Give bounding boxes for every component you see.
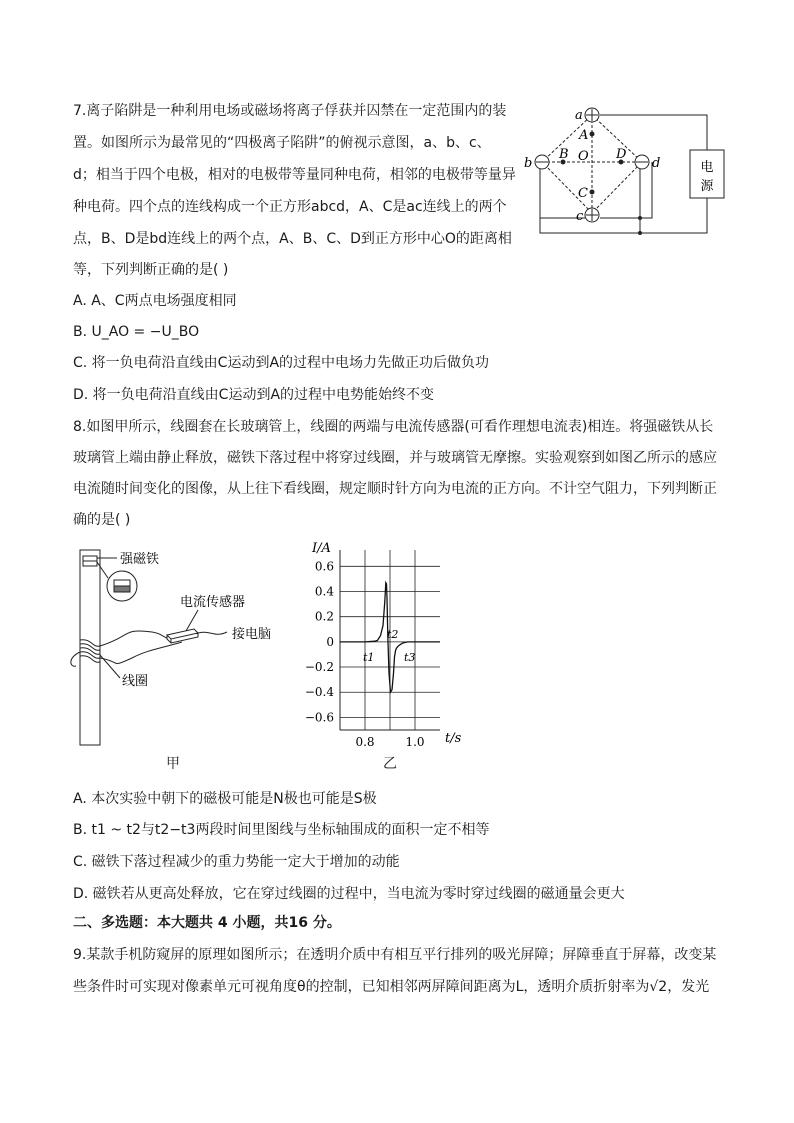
label-d: d	[652, 156, 661, 171]
electrode-a	[585, 108, 599, 122]
junction-1	[638, 231, 642, 235]
label-b: b	[524, 156, 533, 171]
q7-option-b: B. U_AO = −U_BO	[73, 324, 200, 340]
chart-y-tick-label: 0.4	[314, 584, 334, 599]
q8-current-chart	[300, 530, 480, 760]
junction-2	[638, 216, 642, 220]
dashed-square	[542, 115, 642, 213]
label-C: C	[578, 186, 588, 201]
power-label-2: 源	[700, 179, 714, 194]
q7-line-6: 等，下列判断正确的是( )	[73, 262, 229, 278]
q7-line-1: 7.离子陷阱是一种利用电场或磁场将离子俘获并囚禁在一定范围内的装	[73, 103, 507, 119]
q7-line-4: 种电荷。四个点的连线构成一个正方形abcd，A、C是ac连线上的两个	[73, 199, 507, 215]
label-c: c	[576, 209, 584, 224]
section-2-title: 二、多选题：本大题共 4 小题，共16 分。	[73, 915, 341, 931]
q9-line-2: 些条件时可实现对像素单元可视角度θ的控制，已知相邻两屏障间距离为L，透明介质折射率为√2，发光	[73, 979, 710, 995]
label-B: B	[559, 147, 569, 162]
annot-t2: t2	[387, 628, 399, 641]
label-sensor: 电流传感器	[180, 595, 246, 610]
wire-top	[600, 115, 707, 150]
chart-y-tick-label: −0.6	[304, 710, 334, 725]
label-O: O	[578, 149, 589, 164]
q7-option-c: C. 将一负电荷沿直线由C运动到A的过程中电场力先做正功后做负功	[73, 355, 490, 371]
computer-wire	[198, 632, 227, 634]
q7-ion-trap-figure	[520, 100, 730, 240]
q8-option-a: A. 本次实验中朝下的磁极可能是N极也可能是S极	[73, 791, 377, 807]
dashed-diagonals	[542, 115, 642, 213]
q8-figure-jia	[62, 540, 292, 750]
annot-t1: t1	[363, 651, 375, 664]
q8-line-4: 确的是( )	[73, 512, 131, 528]
chart-y-tick-label: 0	[326, 634, 334, 649]
q8-option-c: C. 磁铁下落过程减少的重力势能一定大于增加的动能	[73, 854, 400, 870]
q8-option-b: B. t1 ~ t2与t2−t3两段时间里图线与坐标轴围成的面积一定不相等	[73, 822, 490, 838]
electrode-d	[635, 155, 649, 169]
electrode-b	[535, 155, 549, 169]
q7-line-5: 点，B、D是bd连线上的两个点，A、B、C、D到正方形中心O的距离相	[73, 231, 512, 247]
label-a: a	[575, 108, 583, 123]
point-A	[590, 132, 595, 137]
caption-yi: 乙	[383, 756, 397, 772]
wire-bottom	[540, 162, 707, 233]
chart-y-tick-label: 0.6	[314, 559, 334, 574]
q8-line-2: 玻璃管上端由静止释放，磁铁下落过程中将穿过线圈，并与玻璃管无摩擦。实验观察到如图乙所示的感应	[73, 450, 717, 466]
chart-y-tick-label: −0.2	[304, 660, 334, 675]
q8-line-1: 8.如图甲所示，线圈套在长玻璃管上，线圈的两端与电流传感器(可看作理想电流表)相连。将强磁铁从长	[73, 419, 714, 435]
chart-ylabel: I/A	[312, 541, 331, 556]
point-C	[590, 190, 595, 195]
chart-y-tick-label: 0.2	[314, 609, 334, 624]
chart-y-tick-label: −0.4	[304, 685, 334, 700]
chart-xlabel: t/s	[445, 731, 462, 746]
sensor-leader	[186, 610, 198, 631]
q7-option-d: D. 将一负电荷沿直线由C运动到A的过程中电势能始终不变	[73, 387, 435, 403]
label-computer: 接电脑	[232, 627, 272, 642]
electrode-c	[585, 208, 599, 222]
label-D: D	[616, 147, 627, 162]
coil-leader	[100, 655, 120, 678]
q7-line-2: 置。如图所示为最常见的“四极离子陷阱”的俯视示意图，a、b、c、	[73, 135, 491, 151]
q8-line-3: 电流随时间变化的图像，从上往下看线圈，规定顺时针方向为电流的正方向。不计空气阻力，下列判断正	[73, 481, 717, 497]
annot-t3: t3	[404, 651, 416, 664]
q7-option-a: A. A、C两点电场强度相同	[73, 293, 237, 309]
caption-jia: 甲	[166, 756, 180, 772]
q9-line-1: 9.某款手机防窥屏的原理如图所示；在透明介质中有相互平行排列的吸光屏障；屏障垂直于屏幕，改变某	[73, 947, 717, 963]
chart-x-tick-label: 1.0	[405, 735, 425, 749]
q8-option-d: D. 磁铁若从更高处释放，它在穿过线圈的过程中，当电流为零时穿过线圈的磁通量会更大	[73, 886, 625, 902]
power-label-1: 电	[700, 160, 714, 175]
label-A: A	[579, 128, 589, 143]
label-coil: 线圈	[122, 674, 149, 689]
chart-x-tick-label: 0.8	[355, 735, 375, 749]
sensor-box	[167, 629, 198, 643]
label-magnet: 强磁铁	[120, 552, 160, 567]
q7-line-3: d；相当于四个电极，相对的电极带等量同种电荷，相邻的电极带等量异	[73, 167, 516, 183]
